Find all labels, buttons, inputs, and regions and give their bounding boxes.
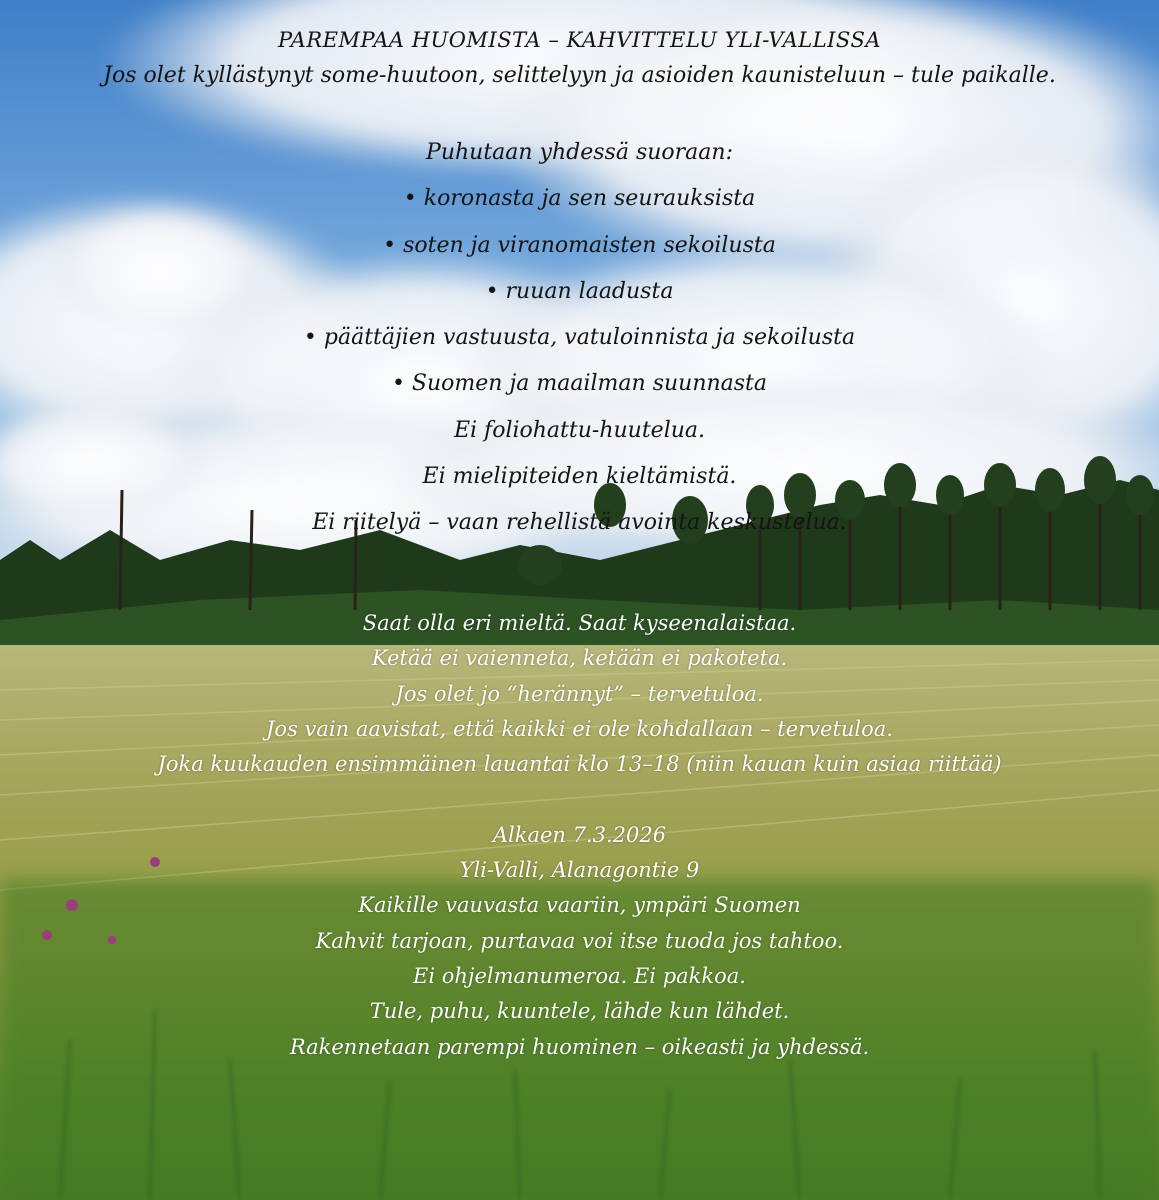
location-text: Yli-Valli, Alanagontie 9 [459,858,700,883]
welcome-line: Jos olet jo “herännyt” – tervetuloa. [395,681,764,706]
poster-title: PAREMPAA HUOMISTA – KAHVITTELU YLI-VALLISSA [277,28,882,52]
topic-item: • soten ja viranomaisten sekoilusta [383,232,776,258]
upper-text-block [0,22,1159,547]
welcome-line: Jos vain aavistat, että kaikki ei ole kohdallaan – tervetuloa. [266,716,893,741]
topic-item: • Suomen ja maailman suunnasta [391,371,768,397]
schedule-text: Joka kuukauden ensimmäinen lauantai klo 13–18 (niin kauan kuin asiaa riittää) [157,752,1002,777]
intro-text: Jos olet kyllästynyt some-huutoon, selittelyyn ja asioiden kaunisteluun – tule paikalle. [103,63,1056,88]
topics-heading: Puhutaan yhdessä suoraan: [426,140,733,165]
come-text: Tule, puhu, kuuntele, lähde kun lähdet. [369,999,790,1024]
topic-item: • koronasta ja sen seurauksista [403,186,756,212]
lower-text-block [0,606,1159,1065]
closing-text: Rakennetaan parempi huominen – oikeasti ja yhdessä. [289,1034,870,1059]
welcome-line: Ketää ei vaienneta, ketään ei pakoteta. [371,646,788,671]
topic-item: • ruuan laadusta [485,278,674,304]
coffee-text: Kahvit tarjoan, purtavaa voi itse tuoda jos tahtoo. [315,928,844,953]
no-program-text: Ei ohjelmanumeroa. Ei pakkoa. [413,963,746,988]
welcome-line: Saat olla eri mieltä. Saat kyseenalaistaa. [362,611,797,635]
rule-line: Ei foliohattu-huutelua. [453,417,706,443]
audience-text: Kaikille vauvasta vaariin, ympäri Suomen [358,893,801,918]
rule-line: Ei mielipiteiden kieltämistä. [422,464,737,490]
rule-line: Ei riitelyä – vaan rehellistä avointa keskustelua. [312,510,847,536]
start-date: Alkaen 7.3.2026 [492,822,667,847]
topic-item: • päättäjien vastuusta, vatuloinnista ja sekoilusta [303,325,856,351]
